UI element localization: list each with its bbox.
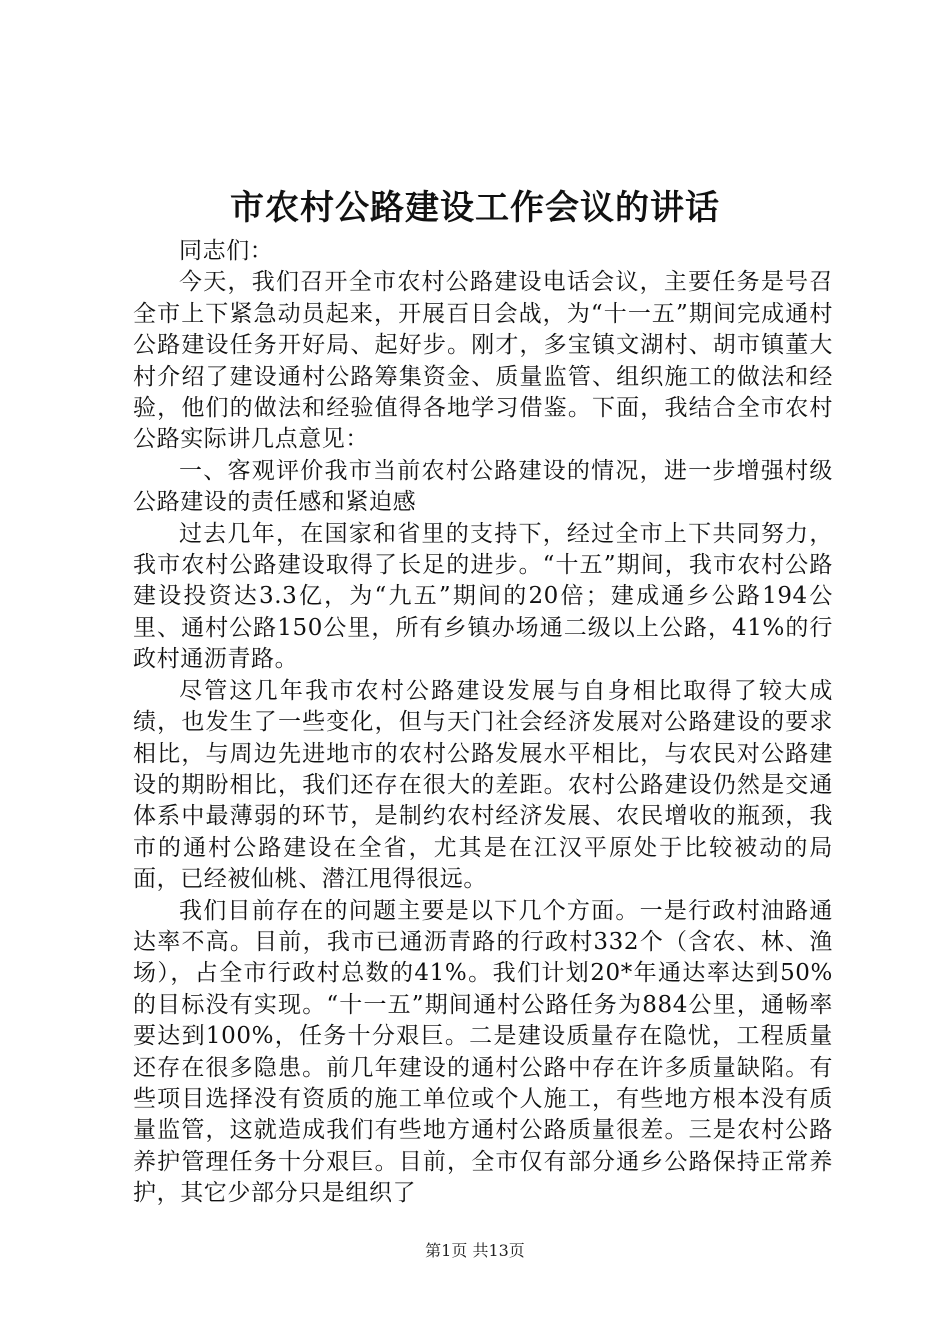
page-number-footer: 第1页 共13页 bbox=[425, 1241, 525, 1260]
achievements-paragraph: 过去几年，在国家和省里的支持下，经过全市上下共同努力，我市农村公路建设取得了长足的进步。“十五”期间，我市农村公路建设投资达3.3亿，为“九五”期间的20倍；建成通乡公路194公里、通村公路150公里，所有乡镇办场通二级以上公路，41%的行政村通沥青路。 bbox=[133, 520, 833, 673]
gap-paragraph: 尽管这几年我市农村公路建设发展与自身相比取得了较大成绩，也发生了一些变化，但与天门社会经济发展对公路建设的要求相比，与周边先进地市的农村公路发展水平相比，与农民对公路建设的期盼相比，我们还存在很大的差距。农村公路建设仍然是交通体系中最薄弱的环节，是制约农村经济发展、农民增收的瓶颈，我市的通村公路建设在全省，尤其是在江汉平原处于比较被动的局面，已经被仙桃、潜江甩得很远。 bbox=[133, 677, 833, 893]
section-heading-paragraph: 一、客观评价我市当前农村公路建设的情况，进一步增强村级公路建设的责任感和紧迫感 bbox=[133, 457, 833, 516]
intro-paragraph: 今天，我们召开全市农村公路建设电话会议，主要任务是号召全市上下紧急动员起来，开展百日会战，为“十一五”期间完成通村公路建设任务开好局、起好步。刚才，多宝镇文湖村、胡市镇董大村介绍了建设通村公路筹集资金、质量监管、组织施工的做法和经验，他们的做法和经验值得各地学习借鉴。下面，我结合全市农村公路实际讲几点意见： bbox=[133, 269, 833, 453]
document-title: 市农村公路建设工作会议的讲话 bbox=[230, 188, 720, 228]
document-body bbox=[133, 236, 833, 1210]
problems-paragraph: 我们目前存在的问题主要是以下几个方面。一是行政村油路通达率不高。目前，我市已通沥青路的行政村332个（含农、林、渔场），占全市行政村总数的41%。我们计划20*年通达率达到50%的目标没有实现。“十一五”期间通村公路任务为884公里，通畅率要达到100%，任务十分艰巨。二是建设质量存在隐忧，工程质量还存在很多隐患。前几年建设的通村公路中存在许多质量缺陷。有些项目选择没有资质的施工单位或个人施工，有些地方根本没有质量监管，这就造成我们有些地方通村公路质量很差。三是农村公路养护管理任务十分艰巨。目前，全市仅有部分通乡公路保持正常养护，其它少部分只是组织了 bbox=[133, 897, 833, 1207]
salutation-paragraph: 同志们： bbox=[179, 238, 274, 264]
